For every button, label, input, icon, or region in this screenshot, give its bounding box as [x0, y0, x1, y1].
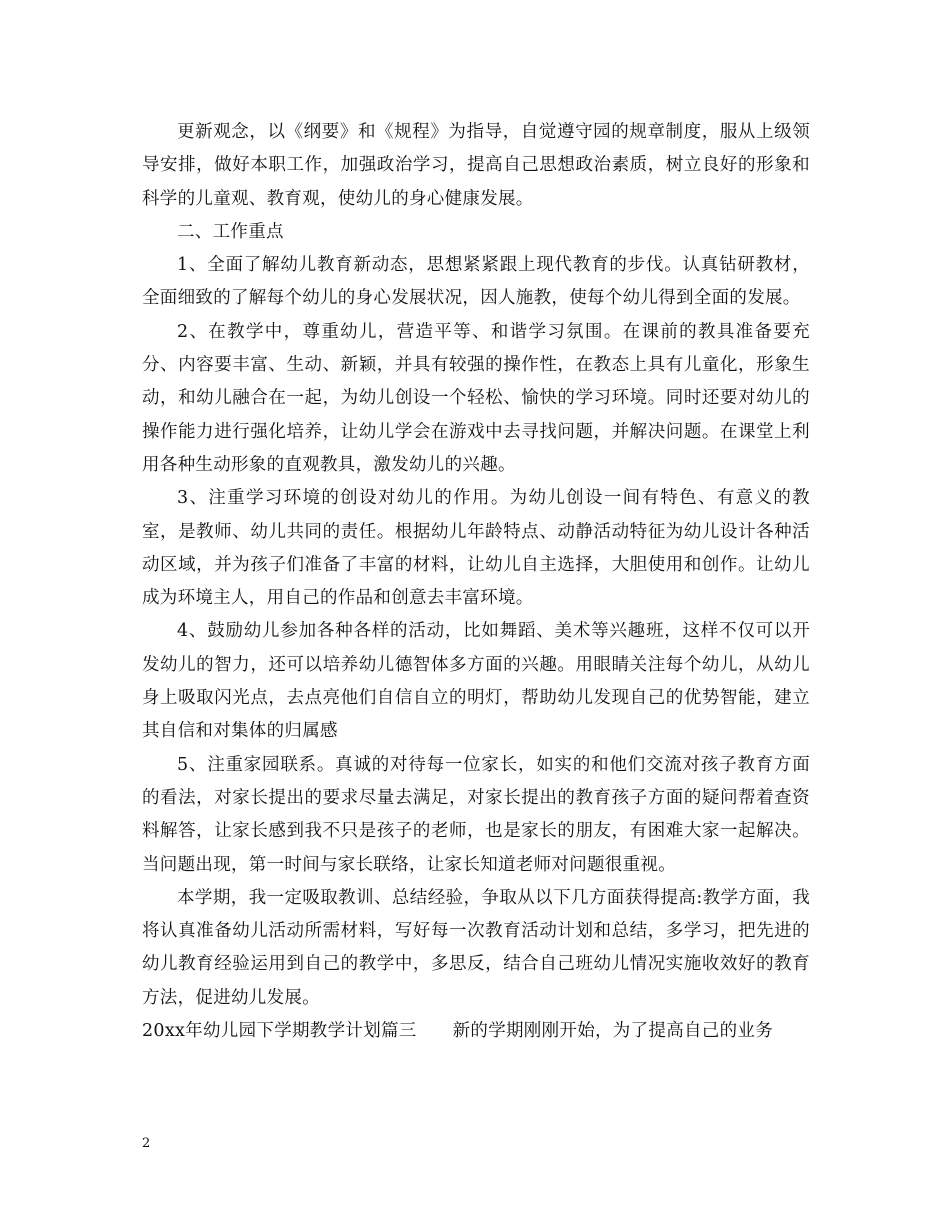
paragraph-point-4: 4、鼓励幼儿参加各种各样的活动，比如舞蹈、美术等兴趣班，这样不仅可以开发幼儿的智力，还可以培养幼儿德智体多方面的兴趣。用眼睛关注每个幼儿，从幼儿身上吸取闪光点，去点亮他们自信自立的明灯，帮助幼儿发现自己的优势智能，建立其自信和对集体的归属感: [142, 621, 810, 742]
paragraph-point-2: 2、在教学中，尊重幼儿，营造平等、和谐学习氛围。在课前的教具准备要充分、内容要丰富、生动、新颖，并具有较强的操作性，在教态上具有儿童化，形象生动，和幼儿融合在一起，为幼儿创设一个轻松、愉快的学习环境。同时还要对幼儿的操作能力进行强化培养，让幼儿学会在游戏中去寻找问题，并解决问题。在课堂上利用各种生动形象的直观教具，激发幼儿的兴趣。: [142, 321, 810, 475]
article-heading: 20xx年幼儿园下学期教学计划篇三: [142, 1021, 417, 1042]
paragraph-point-3: 3、注重学习环境的创设对幼儿的作用。为幼儿创设一间有特色、有意义的教室，是教师、幼儿共同的责任。根据幼儿年龄特点、动静活动特征为幼儿设计各种活动区域，并为孩子们准备了丰富的材料，让幼儿自主选择，大胆使用和创作。让幼儿成为环境主人，用自己的作品和创意去丰富环境。: [142, 488, 810, 609]
paragraph-intro: 更新观念，以《纲要》和《规程》为指导，自觉遵守园的规章制度，服从上级领导安排，做好本职工作，加强政治学习，提高自己思想政治素质，树立良好的形象和科学的儿童观、教育观，使幼儿的身心健康发展。: [142, 122, 810, 209]
paragraph-next-article: [142, 1015, 810, 1048]
page-number: 2: [142, 1136, 151, 1151]
paragraph-point-5: 5、注重家园联系。真诚的对待每一位家长，如实的和他们交流对孩子教育方面的看法，对家长提出的要求尽量去满足，对家长提出的教育孩子方面的疑问帮着查资料解答，让家长感到我不只是孩子的老师，也是家长的朋友，有困难大家一起解决。当问题出现，第一时间与家长联络，让家长知道老师对问题很重视。: [142, 754, 810, 875]
paragraph-point-1: 1、全面了解幼儿教育新动态，思想紧紧跟上现代教育的步伐。认真钻研教材，全面细致的了解每个幼儿的身心发展状况，因人施教，使每个幼儿得到全面的发展。: [142, 255, 810, 309]
article-opening-text: 新的学期刚刚开始，为了提高自己的业务: [452, 1021, 774, 1042]
document-body: [142, 116, 810, 1048]
paragraph-semester-summary: 本学期，我一定吸取教训、总结经验，争取从以下几方面获得提高:教学方面，我将认真准备幼儿活动所需材料，写好每一次教育活动计划和总结，多学习，把先进的幼儿教育经验运用到自己的教学中，多思反，结合自己班幼儿情况实施收效好的教育方法，促进幼儿发展。: [142, 887, 810, 1008]
section-heading-work-focus: 二、工作重点: [177, 221, 284, 242]
